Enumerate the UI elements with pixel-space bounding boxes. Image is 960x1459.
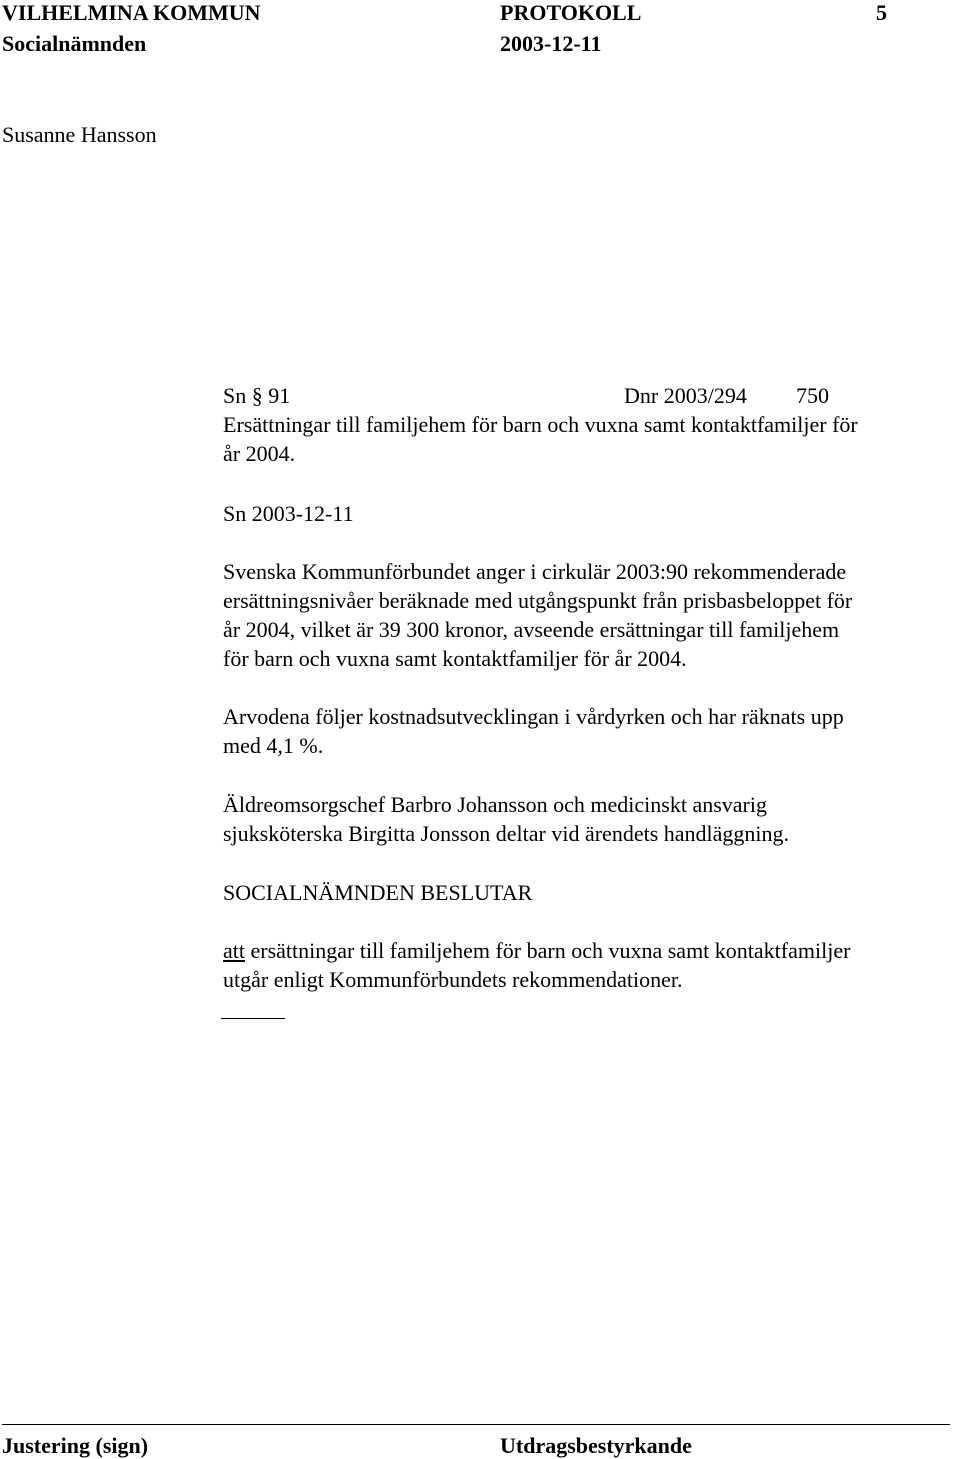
header-doc-type: PROTOKOLL <box>500 0 642 25</box>
paragraph-line: Arvodena följer kostnadsutvecklingan i vårdyrken och har räknats upp <box>223 704 844 729</box>
decision-text <box>223 936 958 994</box>
section-end-rule <box>221 1018 285 1019</box>
decision-heading: SOCIALNÄMNDEN BESLUTAR <box>223 880 533 905</box>
paragraph-participants <box>223 790 958 848</box>
paragraph-line: Äldreomsorgschef Barbro Johansson och medicinskt ansvarig <box>223 792 767 817</box>
case-title-line-1: Ersättningar till familjehem för barn och vuxna samt kontaktfamiljer för <box>223 412 858 437</box>
decision-line-1-rest: ersättningar till familjehem för barn och vuxna samt kontaktfamiljer <box>245 938 851 963</box>
header-committee: Socialnämnden <box>2 31 147 56</box>
decision-att-word: att <box>223 938 245 963</box>
paragraph-line: år 2004, vilket är 39 300 kronor, avseende ersättningar till familjehem <box>223 617 840 642</box>
case-code: 750 <box>796 383 829 408</box>
case-paragraph: Sn § 91 <box>223 383 291 408</box>
paragraph-line: ersättningsnivåer beräknade med utgångspunkt från prisbasbeloppet för <box>223 588 853 613</box>
paragraph-line: med 4,1 %. <box>223 733 324 758</box>
case-dnr: Dnr 2003/294 <box>624 383 747 408</box>
header-page-number: 5 <box>876 0 887 25</box>
paragraph-fees <box>223 702 958 760</box>
paragraph-line: för barn och vuxna samt kontaktfamiljer för år 2004. <box>223 646 687 671</box>
author-name: Susanne Hansson <box>2 122 157 147</box>
meeting-reference: Sn 2003-12-11 <box>223 501 354 526</box>
case-title-line-2: år 2004. <box>223 441 296 466</box>
header-org: VILHELMINA KOMMUN <box>2 0 261 25</box>
paragraph-line: Svenska Kommunförbundet anger i cirkulär 2003:90 rekommenderade <box>223 559 847 584</box>
header-date: 2003-12-11 <box>500 31 602 56</box>
decision-line-1 <box>223 936 958 965</box>
footer-certification-label: Utdragsbestyrkande <box>500 1433 692 1458</box>
paragraph-background <box>223 557 958 673</box>
footer-rule <box>2 1424 950 1425</box>
paragraph-line: sjuksköterska Birgitta Jonsson deltar vid ärendets handläggning. <box>223 821 790 846</box>
footer-signature-label: Justering (sign) <box>2 1433 149 1458</box>
decision-line-2: utgår enligt Kommunförbundets rekommendationer. <box>223 967 683 992</box>
